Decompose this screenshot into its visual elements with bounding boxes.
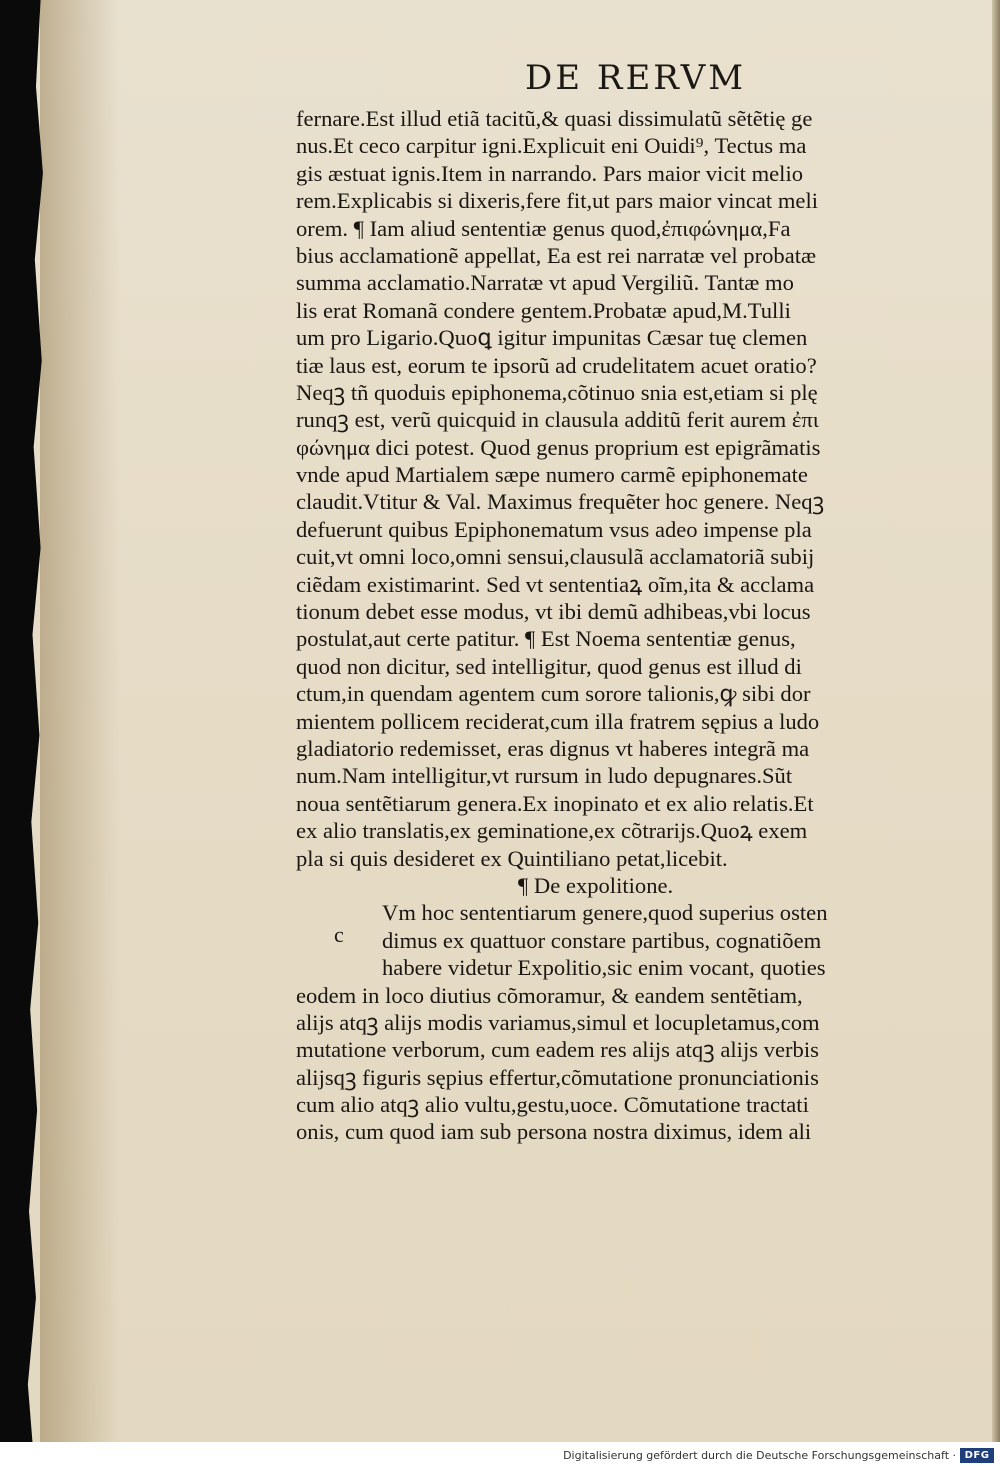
- section-heading: ¶ De expolitione.: [518, 872, 674, 898]
- text-line: mientem pollicem reciderat,cum illa fratrem sępius a ludo: [296, 708, 820, 734]
- text-line: Neqꝫ tñ quoduis epiphonema,cõtinuo snia est,etiam si plę: [296, 379, 818, 405]
- text-line: defuerunt quibus Epiphonematum vsus adeo impense pla: [296, 516, 812, 542]
- text-line: mutatione verborum, cum eadem res alijs atqꝫ alijs verbis: [296, 1037, 819, 1063]
- text-line: nus.Et ceco carpitur igni.Explicuit eni Ouidi⁹, Tectus ma: [296, 133, 807, 159]
- body-paragraph: [296, 105, 946, 872]
- text-line: ctum,in quendam agentem cum sorore talionis,ꝙ sibi dor: [296, 681, 811, 707]
- text-line: gladiatorio redemisset, eras dignus vt haberes integrã ma: [296, 735, 810, 761]
- text-line: pla si quis desideret ex Quintiliano petat,licebit.: [296, 845, 728, 871]
- text-line: vnde apud Martialem sæpe numero carmẽ epiphonemate: [296, 462, 808, 488]
- text-line: bius acclamationẽ appellat, Ea est rei narratæ vel probatæ: [296, 242, 817, 268]
- text-line: rem.Explicabis si dixeris,fere fit,ut pars maior vincat meli: [296, 188, 819, 214]
- text-line: gis æstuat ignis.Item in narrando. Pars maior vicit melio: [296, 160, 804, 186]
- text-line: fernare.Est illud etiã tacitũ,& quasi dissimulatũ sẽtẽtię ge: [296, 106, 813, 131]
- text-line: eodem in loco diutius cõmoramur, & eandem sentẽtiam,: [296, 982, 803, 1008]
- text-line: runqꝫ est, verũ quicquid in clausula additũ ferit aurem ἐπι: [296, 407, 819, 433]
- running-head: DE RERVM: [525, 58, 747, 98]
- text-line: num.Nam intelligitur,vt rursum in ludo depugnares.Sũt: [296, 763, 793, 789]
- text-line: cuit,vt omni loco,omni sensui,clausulã acclamatoriã subij: [296, 544, 815, 570]
- funding-credit: Digitalisierung gefördert durch die Deutsche Forschungsgemeinschaft ·: [563, 1449, 956, 1462]
- expolitio-paragraph: [296, 899, 946, 1146]
- page-edge-stain: [40, 0, 120, 1442]
- text-line: claudit.Vtitur & Val. Maximus frequẽter hoc genere. Neqꝫ: [296, 489, 825, 515]
- text-line: quod non dicitur, sed intelligitur, quod genus est illud di: [296, 653, 802, 679]
- text-line: summa acclamatio.Narratæ vt apud Vergiliũ. Tantæ mo: [296, 270, 794, 296]
- text-line: Vm hoc sententiarum genere,quod superius osten: [382, 900, 828, 926]
- text-line: ex alio translatis,ex geminatione,ex cõtrarijs.Quoꝝ exem: [296, 818, 808, 844]
- text-line: tionum debet esse modus, vt ibi demũ adhibeas,vbi locus: [296, 599, 811, 625]
- text-block: [296, 105, 946, 1146]
- text-line: postulat,aut certe patitur. ¶ Est Noema sententiæ genus,: [296, 626, 796, 652]
- footer-bar: [0, 1442, 1000, 1470]
- initial-guide-letter: c: [334, 922, 344, 947]
- text-line: habere videtur Expolitio,sic enim vocant, quoties: [382, 955, 826, 981]
- page-right-edge: [992, 0, 1000, 1442]
- text-line: dimus ex quattuor constare partibus, cognatiõem: [382, 927, 822, 953]
- text-line: noua sentẽtiarum genera.Ex inopinato et ex alio relatis.Et: [296, 790, 814, 816]
- text-line: ciẽdam existimarint. Sed vt sententiaꝝ oĩm,ita & acclama: [296, 571, 815, 597]
- text-line: orem. ¶ Iam aliud sententiæ genus quod,ἐπιφώνημα,Fa: [296, 215, 791, 241]
- text-line: tiæ laus est, eorum te ipsorũ ad crudelitatem acuet oratio?: [296, 352, 817, 378]
- text-line: alijs atqꝫ alijs modis variamus,simul et locupletamus,com: [296, 1009, 820, 1035]
- text-line: φώνημα dici potest. Quod genus proprium est epigrãmatis: [296, 434, 821, 460]
- text-line: lis erat Romanã condere gentem.Probatæ apud,M.Tulli: [296, 297, 791, 323]
- text-line: um pro Ligario.Quoꝗ igitur impunitas Cæsar tuę clemen: [296, 325, 808, 351]
- text-line: alijsqꝫ figuris sępius effertur,cõmutatione pronunciationis: [296, 1064, 819, 1090]
- text-line: cum alio atqꝫ alio vultu,gestu,uoce. Cõmutatione tractati: [296, 1092, 809, 1118]
- text-line: onis, cum quod iam sub persona nostra diximus, idem ali: [296, 1119, 812, 1145]
- dfg-logo: DFG: [960, 1448, 994, 1463]
